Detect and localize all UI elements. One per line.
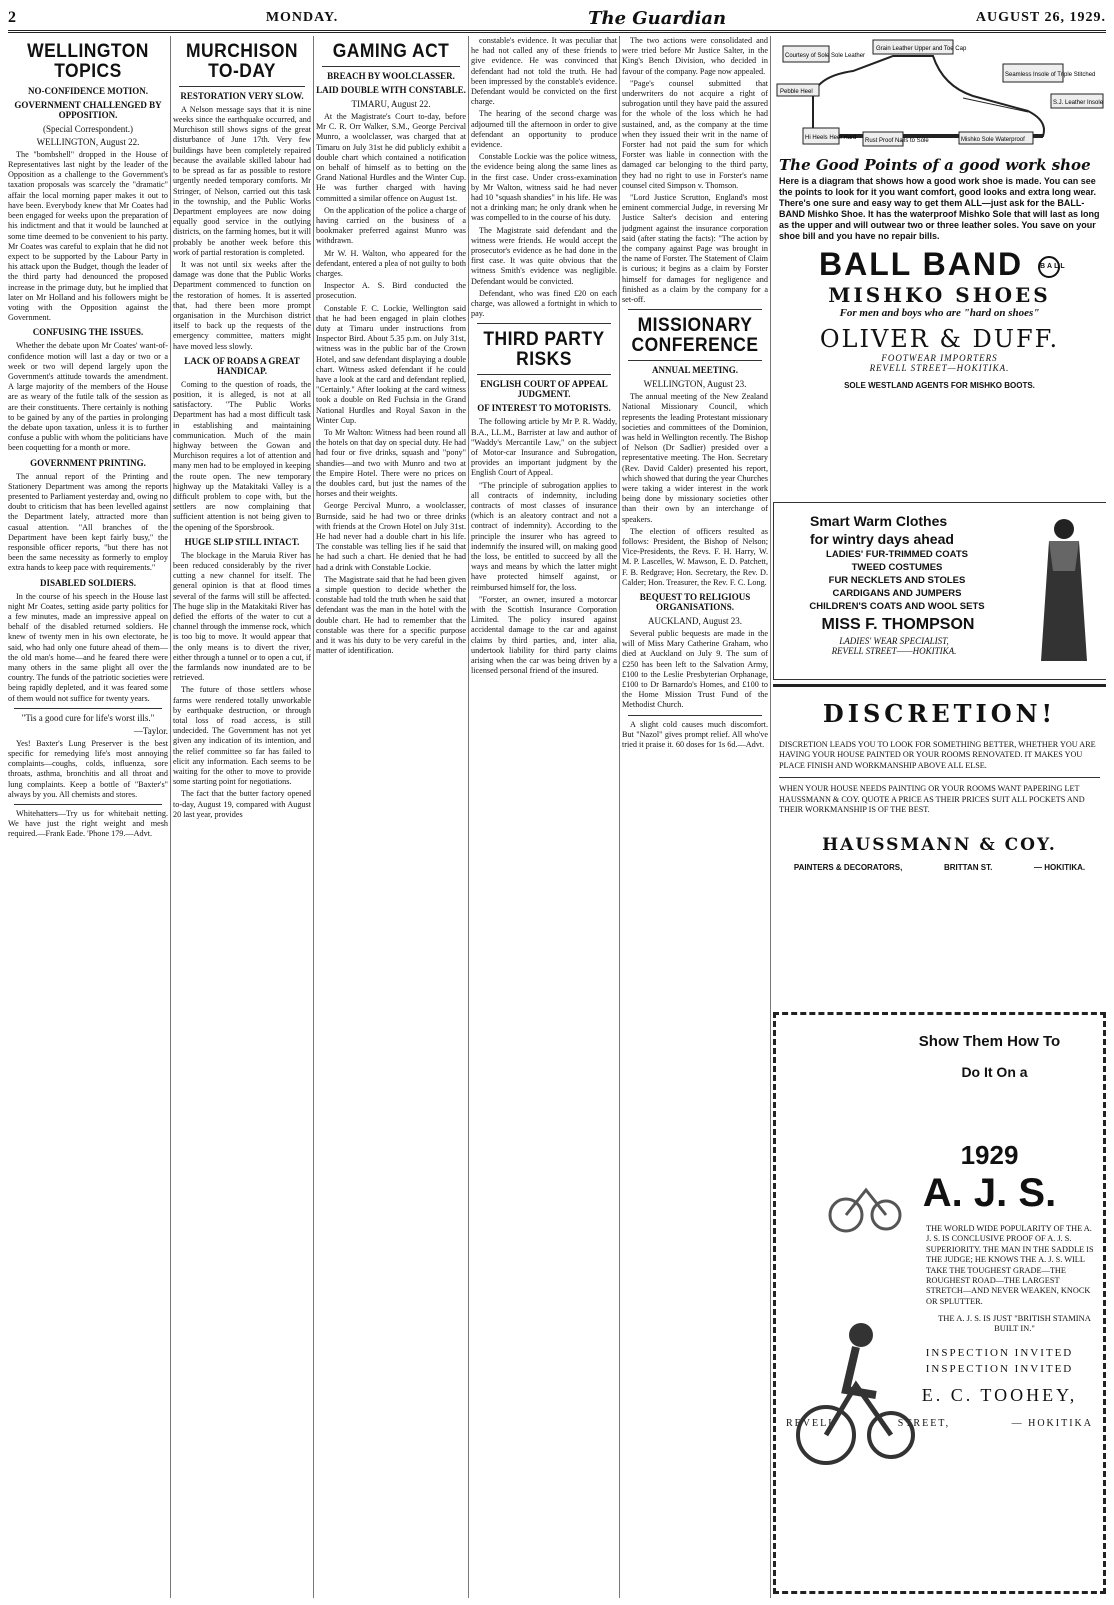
ad-headline: Show Them How To bbox=[918, 1033, 1061, 1050]
paragraph: Coming to the question of roads, the position, it is alleged, is not at all satisfactory. "The Public Works Department has had a most difficult task in establishing and maintaining communication. Much of the main highway between the Gowan and Murchison requires a lot of attention and many men had to be employed in keeping the route open. The new temporary highway up the Matakitaki Valley is a difficult problem to cope with, but the settlers are now complaining that sufficient attention is not being given to the opening of the Sporsbrook. bbox=[173, 379, 311, 532]
subheading: HUGE SLIP STILL INTACT. bbox=[184, 536, 300, 547]
advert-paragraph: Yes! Baxter's Lung Preserver is the best specific for remedying life's most annoying complaints—coughs, colds, influenza, sore throats, asthma, bronchitis and all throat and lung complaints. Keep a bottle of "Baxter's" always by you. All chemists and stores. bbox=[8, 738, 168, 799]
firm-trade: PAINTERS & DECORATORS, bbox=[793, 863, 903, 873]
paragraph: To Mr Walton: Witness had been round all the hotels on that day on special duty. He had had four or five drinks, squash and "pony" shandies—and two with Munro and two at the Empire Hotel. There were no prices on the doubles card, but just the names of the horses and their weights. bbox=[316, 428, 466, 499]
subheading: BEQUEST TO RELIGIOUS ORGANISATIONS. bbox=[639, 592, 751, 613]
paragraph: The following article by Mr P. R. Waddy, B.A., LL.M., Barrister at law and author of "Waddy's Mercantile Law," on the subject of Motor-car Insurance and Subrogation, provides an important judgment by the English Court of Appeal. bbox=[471, 417, 617, 478]
dateline: WELLINGTON, August 22. bbox=[36, 136, 140, 147]
firm-town: — HOKITIKA. bbox=[1034, 863, 1086, 873]
paper-name: The Guardian bbox=[588, 7, 727, 29]
firm-details bbox=[773, 863, 1106, 872]
dateline: TIMARU, August 22. bbox=[351, 98, 431, 109]
divider bbox=[779, 777, 1100, 778]
ad-line: TWEED COSTUMES bbox=[851, 562, 943, 573]
tagline: For men and boys who are "hard on shoes" bbox=[839, 307, 1040, 319]
column-third-party bbox=[471, 36, 617, 1598]
divider bbox=[628, 309, 762, 310]
divider bbox=[14, 708, 162, 709]
article-title: MISSIONARY CONFERENCE bbox=[631, 315, 759, 357]
article-title: GAMING ACT bbox=[332, 41, 450, 62]
paragraph: The "bombshell" dropped in the House of Representatives last night by the leader of the Opposition as a challenge to the Government's taxation proposals was scarcely the "dramatic" affair the local morning paper makes it out to have been. Everybody knew that Mr Coates had been engaged for weeks upon the preparation of his indictment and that it would be launched at some time deemed to be convenient to his party. Mr Coates was careful to explain that he did not expect to be supported by the Labour Party in his attack upon the Budget, though the leader of the third party had denounced the proposed increase in the primage duty, but he implied that later on Mr Holland and his followers might be voting with the Opposition against the Government. bbox=[8, 149, 168, 323]
column-rule bbox=[313, 36, 314, 1598]
subheading: BREACH BY WOOLCLASSER. bbox=[327, 70, 455, 81]
paragraph: Whether the debate upon Mr Coates' want-of-confidence motion will last a day or two or a week or two will depend largely upon the Government's attitude towards the amendment. A large majority of the members of the House are as weary of the futile talk of the session as are their constituents. There certainly is nothing to be gained by any of the parties in prolonging the debate upon taxation, unless it is to further confuse a public with whom the politicians have been coquetting for a month or more. bbox=[8, 341, 168, 453]
paragraph: The annual report of the Printing and Stationery Department was among the reports presented to Parliament yesterday and, owing no doubt to criticism that has been levelled against the Department lately, attracted more than casual attention. "All branches of the Department have been kept fairly busy," the responsible officer reports, "but there has not been the same necessity as formerly to employ extra hands to keep pace with requirements." bbox=[8, 471, 168, 573]
ad-line: LADIES' FUR-TRIMMED COATS bbox=[826, 549, 968, 560]
paragraph: The annual meeting of the New Zealand National Missionary Council, which represents the leading Protestant missionary societies and committees of the Dominion, was held in Wellington recently. The Bishop of Nelson (Dr Sadlier) presided over a representative meeting. The Hon. Secretary (Rev. David Calder) presented his report, which showed that during the year Churches were taking a wider interest in the work being done by missionary societies other than their own by an interchange of speakers. bbox=[622, 392, 768, 524]
paragraph: The fact that the butter factory opened to-day, August 19, compared with August 20 last year, provides bbox=[173, 789, 311, 819]
address-part: — HOKITIKA bbox=[1011, 1418, 1093, 1430]
ad-headline: Do It On a bbox=[961, 1064, 1028, 1080]
paragraph: The two actions were consolidated and were tried before Mr Justice Salter, in the King's Bench Division, who decided in favour of the company. Page now appealed. bbox=[622, 36, 768, 76]
inspection-line: INSPECTION INVITED bbox=[925, 1347, 1074, 1360]
divider bbox=[628, 715, 762, 716]
quote-author: —Taylor. bbox=[133, 725, 168, 736]
haussmann-advert bbox=[773, 684, 1106, 1005]
paragraph: At the Magistrate's Court to-day, before Mr C. R. Orr Walker, S.M., George Percival Munro, a woolclasser, was charged that at Timaru on July 31st he did publicly exhibit a double chart which contained a notification on behalf of himself as to betting on the Grand National Hurdles and the Winter Cup. He was further charged with having committed a similar offence on August 1st. bbox=[316, 111, 466, 203]
ad-line: FUR NECKLETS AND STOLES bbox=[828, 575, 966, 586]
ad-headline: DISCRETION! bbox=[822, 699, 1057, 728]
ad-headline: The Good Points of a good work shoe bbox=[779, 156, 1091, 174]
paragraph: The hearing of the second charge was adjourned till the afternoon in order to give defendant an opportunity to produce evidence. bbox=[471, 109, 617, 150]
dealer-name: E. C. TOOHEY, bbox=[921, 1385, 1078, 1406]
inspection-line: INSPECTION INVITED bbox=[925, 1363, 1074, 1376]
quote: "Tis a good cure for life's worst ills." bbox=[21, 712, 155, 723]
shoe-label: Pebble Heel bbox=[780, 89, 813, 95]
shoe-label: S.J. Leather Insole bbox=[1053, 100, 1104, 106]
shoe-label: Grain Leather Upper and Toe Cap bbox=[876, 46, 967, 52]
address-part: STREET, bbox=[897, 1418, 951, 1430]
article-title: WELLINGTON TOPICS bbox=[27, 41, 149, 82]
dateline: WELLINGTON, August 23. bbox=[643, 379, 747, 390]
shoe-label: Mishko Sole Waterproof bbox=[961, 137, 1025, 143]
ad-text: THE WORLD WIDE POPULARITY OF THE A. J. S. IS CONCLUSIVE PROOF OF A. J. S. SUPERIORITY. THE MAN IN THE SADDLE IS THE JUDGE; HE KNOWS THE A. J. S. WILL TAKE THE TOUGHEST GRADE—THE ROUGHEST ROAD—THE LARGEST STRETCH—AND NEVER WEAKEN, KNOCK OR SPLUTTER. bbox=[926, 1224, 1094, 1306]
shoe-label: Seamless Insole of Triple Stitched bbox=[1005, 72, 1096, 78]
subheading: NO-CONFIDENCE MOTION. bbox=[27, 85, 148, 96]
motorcyclist-icon bbox=[786, 1135, 916, 1495]
firm-name: HAUSSMANN & COY. bbox=[822, 835, 1057, 856]
column-rule bbox=[170, 36, 171, 1598]
masthead-date: AUGUST 26, 1929. bbox=[975, 10, 1106, 25]
shoe-label: Hi Heels Heel Hard bbox=[805, 135, 857, 141]
divider bbox=[14, 804, 162, 805]
ad-text: WHEN YOUR HOUSE NEEDS PAINTING OR YOUR ROOMS WANT PAPERING LET HAUSSMANN & COY. QUOTE A PRICE AS THEIR PRICES SUIT ALL POCKETS AND THEIR WORKMANSHIP IS OF THE BEST. bbox=[779, 784, 1085, 815]
advert-paragraph: Whitehatters—Try us for whitebait netting. We have just the right weight and mesh required.—Frank Eade. 'Phone 179.—Advt. bbox=[8, 809, 168, 839]
subheading: CONFUSING THE ISSUES. bbox=[32, 327, 144, 338]
paragraph: "The principle of subrogation applies to all contracts of indemnity, including contracts of most classes of insurance (which is an aleatory contract and not a contract of indemnity). According to the principle the insurer who has agreed to indemnify the insured will, on making good the loss, be entitled to succeed by all the ways and means by which the latter might have protected himself against, or reimbursed himself for, the loss. bbox=[471, 480, 617, 592]
subheading: ENGLISH COURT OF APPEAL JUDGMENT. bbox=[480, 379, 608, 400]
shop-name: MISS F. THOMPSON bbox=[821, 616, 975, 633]
subheading: OF INTEREST TO MOTORISTS. bbox=[477, 403, 611, 414]
thompson-advert bbox=[773, 502, 1106, 680]
firm-trade: FOOTWEAR IMPORTERS bbox=[881, 353, 998, 363]
ad-line: CHILDREN'S COATS AND WOOL SETS bbox=[809, 601, 985, 612]
paragraph: Defendant, who was fined £20 on each charge, was allowed a fortnight in which to pay. bbox=[471, 288, 617, 319]
paragraph: Several public bequests are made in the will of Miss Mary Catherine Graham, who died at Auckland on July 9. The sum of £250 has been left to the Salvation Army, £100 to the Leslie Presbyterian Orphanage, £100 to Dr Barnardo's Homes, and £100 to the Home Mission Trust Fund of the Methodist Church. bbox=[622, 629, 768, 710]
firm-address: REVELL STREET—HOKITIKA. bbox=[869, 363, 1010, 373]
ballband-advert bbox=[773, 36, 1106, 390]
paragraph: "Lord Justice Scrutton, England's most eminent commercial Judge, in reversing Mr Justice Salter's decision and entering judgment against the insurance corporation said (after stating the facts): "The action by the company against Page was brought in the name of Forster. The Statement of Claim is curious; it begins as a claim by Forster himself for damages for negligence and finished as a claim by the company for a set-off. bbox=[622, 193, 768, 305]
article-title: THIRD PARTY RISKS bbox=[483, 329, 605, 371]
model-year: 1929 bbox=[960, 1140, 1019, 1170]
divider bbox=[477, 374, 611, 375]
paragraph: George Percival Munro, a woolclasser, Burnside, said he had two or three drinks with friends at the Crown Hotel on July 31st. He had never had a double chart in his life. The constable was telling lies if he said that he had such a chart. He denied that he had had a drink with Constable Lockie. bbox=[316, 501, 466, 572]
ad-headline: for wintry days ahead bbox=[810, 531, 954, 547]
paragraph: On the application of the police a charge of having carried on the business of a bookmaker preferred against Munro was withdrawn. bbox=[316, 205, 466, 246]
shoe-label: Courtesy of Sole Sole Leather bbox=[785, 53, 866, 59]
column-murchison bbox=[173, 36, 311, 1598]
paragraph: In the course of his speech in the House last night Mr Coates, setting aside party politics for a few minutes, made an impressive appeal on behalf of the disabled returned soldiers. He knew of twenty men in his own electorate, he said, who had only one future ahead of them—the old man's home—and he feared there were many others in the same plight all over the country. The funds of the patriotic societies were being rapidly depleted, and it was feared some of them would not suffice for twenty years. bbox=[8, 591, 168, 703]
column-rule bbox=[770, 36, 771, 1598]
column-rule bbox=[619, 36, 620, 1598]
divider bbox=[628, 360, 762, 361]
paragraph: The Magistrate said that he had been given a simple question to decide whether the constable had told the truth when he said that defendant was the man in the hotel with the double chart. He had to remember that the constable was there for a specific purpose and it was his duty to be very careful in the matter of identification. bbox=[316, 574, 466, 656]
subheading: GOVERNMENT CHALLENGED BY OPPOSITION. bbox=[14, 99, 162, 120]
paragraph: The blockage in the Maruia River has been reduced considerably by the river cutting a new channel for itself. The general opinion is that at flood times several of the farms will still be affected. The huge slip in the Matakitaki River has defied the efforts of the water to cut a channel through the immense rock, which is too big to move. It would appear that the only means is to divert the river, either through a tunnel or to open a cut, if the farmlands now inundated are to be retrieved. bbox=[173, 550, 311, 683]
shoe-diagram bbox=[773, 36, 1106, 148]
address-part: REVELL bbox=[786, 1418, 837, 1430]
shop-role: LADIES' WEAR SPECIALIST, bbox=[839, 636, 949, 646]
firm-street: BRITTAN ST. bbox=[944, 863, 993, 873]
make-name: A. J. S. bbox=[922, 1171, 1057, 1215]
ad-headline: Smart Warm Clothes bbox=[810, 513, 948, 529]
paragraph: Constable F. C. Lockie, Wellington said that he had been engaged in plain clothes duty at Timaru under instructions from Inspector Bird. About 5.35 p.m. on July 31st, witness was in the public bar of the Crown Hotel, and saw defendant displaying a double chart. Witness asked defendant if he could have a look at the card and defendant replied, "Certainly." After looking at the card witness took a double on Red Fuchsia in the Grand National Hurdles and Royal Saxon in the Winter Cup. bbox=[316, 303, 466, 425]
ballband-brand bbox=[773, 246, 1106, 283]
paragraph: It was not until six weeks after the damage was done that the Public Works Department commenced to function on the restoration of homes. It is asserted that, had there been more prompt organisation in the Murchison district itself to back up the requests of the emergency committee, matters might have moved less slowly. bbox=[173, 259, 311, 351]
byline: (Special Correspondent.) bbox=[43, 123, 133, 134]
paragraph: The Magistrate said defendant and the witness were friends. He would accept the prosecutor's evidence as he had done in the first case. It was quite obvious that the witness Smith's evidence was negligible. Defendant would be convicted. bbox=[471, 225, 617, 286]
paragraph: Mr W. H. Walton, who appeared for the defendant, entered a plea of not guilty to both charges. bbox=[316, 248, 466, 278]
product-name: MISHKO SHOES bbox=[828, 283, 1051, 307]
paragraph: constable's evidence. It was peculiar that he had not called any of these friends to give evidence. He was convinced that defendant had not told the truth. He had been impressed by the constable's evidence. Defendant would be convicted on the first charge. bbox=[471, 36, 617, 107]
subheading: LACK OF ROADS A GREAT HANDICAP. bbox=[184, 355, 300, 376]
subheading: LAID DOUBLE WITH CONSTABLE. bbox=[316, 84, 466, 95]
paragraph: Inspector A. S. Bird conducted the prosecution. bbox=[316, 281, 466, 301]
paragraph: Constable Lockie was the police witness, the evidence being along the same lines as in the first case. Under cross-examination by Mr Walton, witness said he had never had 10 "squash shandies" in his life. He was not a drinking man; he only drank when he was compelled to in the course of his duty. bbox=[471, 152, 617, 223]
paragraph: The election of officers resulted as follows: President, the Bishop of Nelson; Vice-Presidents, the Revs. F. H. Harry, W. M. P. Lascelles, W. Mawson, E. D. Patchett, F. B. Redgrave; Hon. Secretary, the Rev. D. Calder; Hon. Treasurer, the Rev. F. C. Long. bbox=[622, 526, 768, 587]
ajs-advert bbox=[773, 1012, 1106, 1594]
adverts-column bbox=[773, 36, 1106, 1598]
ad-text: Here is a diagram that shows how a good work shoe is made. You can see the points to look for it you want comfort, good looks and extra long wear. There's one sure and easy way to get them ALL—just ask for the BALL-BAND Mishko Shoe. It has the waterproof Mishko Sole that will last as long as the upper and will outwear two or three leather soles. You save on your shoe bill and you have no repair bills. bbox=[779, 176, 1100, 241]
masthead bbox=[8, 6, 1106, 33]
subheading: ANNUAL MEETING. bbox=[651, 365, 738, 376]
ad-tagline: THE A. J. S. IS JUST "BRITISH STAMINA BUILT IN." bbox=[938, 1313, 1091, 1334]
brand-logo: BALL BAND bbox=[819, 246, 1024, 282]
subheading: DISABLED SOLDIERS. bbox=[39, 577, 137, 588]
article-title: MURCHISON TO-DAY bbox=[186, 41, 298, 82]
column-rule bbox=[468, 36, 469, 1598]
ball-badge: BALL bbox=[1038, 256, 1060, 278]
paragraph: "Page's counsel submitted that underwriters do not acquire a right of subrogation until they have paid the assured for the whole of the loss which he had sustained, and, as the company at the time when they issued their writ in the name of Forster had not paid the sum for which Forster was liable in connection with the damaged car belonging to the third party, they had no right to use in Forster's name counsel cited Simpson v. Thomson. bbox=[622, 78, 768, 190]
column-wellington-topics bbox=[8, 36, 168, 1598]
divider bbox=[322, 66, 460, 67]
fashion-figure-icon bbox=[1029, 511, 1099, 671]
firm-name: OLIVER & DUFF. bbox=[819, 325, 1060, 353]
subheading: GOVERNMENT PRINTING. bbox=[30, 457, 146, 468]
agents-line: SOLE WESTLAND AGENTS FOR MISHKO BOOTS. bbox=[844, 381, 1035, 390]
paragraph: "Forster, an owner, insured a motorcar with the Scottish Insurance Corporation Limited. The policy insured against accidental damage to the car and against claims by third parties, and, inter alia, undertook liability for third party claims arising when the car was being driven by a licensed personal friend of the insured. bbox=[471, 594, 617, 676]
divider bbox=[477, 323, 611, 324]
masthead-day: MONDAY. bbox=[265, 10, 339, 25]
shoe-label: Rust Proof Nails to Sole bbox=[865, 138, 929, 144]
shop-address: REVELL STREET——HOKITIKA. bbox=[831, 646, 957, 656]
paragraph: A Nelson message says that it is nine weeks since the earthquake occurred, and Murchison still shows signs of the great disturbance of June 17th. Very few buildings have been completely repaired because the available skilled labour had to be spread as far as possible to restore urgently needed temporary comforts. Mr Stringer, of Nelson, carried out this task in the township, and the Public Works Department employees are now doing equally good service in the outlying districts, on the farming homes, but it will probably be another week before this work of partial restoration is completed. bbox=[173, 104, 311, 257]
dateline: AUCKLAND, August 23. bbox=[647, 616, 742, 627]
advert-paragraph: A slight cold causes much discomfort. But "Nazol" gives prompt relief. All who've tried it praise it. 60 doses for 1s 6d.—Advt. bbox=[622, 719, 768, 750]
column-gaming-act bbox=[316, 36, 466, 1598]
page-number: 2 bbox=[8, 9, 16, 26]
column-missionary bbox=[622, 36, 768, 1598]
paragraph: The future of those settlers whose farms were rendered totally unworkable by earthquake destruction, or through total loss of road access, is still undecided. The Government has not yet given any indication of its intention, and the relief committee so far has failed to elicit any information. Each seems to be waiting for the other to move to provide some starting point for negotiations. bbox=[173, 685, 311, 787]
subheading: RESTORATION VERY SLOW. bbox=[180, 90, 304, 101]
divider bbox=[179, 86, 305, 87]
ad-text: DISCRETION LEADS YOU TO LOOK FOR SOMETHING BETTER, WHETHER YOU ARE HAVING YOUR HOUSE PAINTED OR YOUR ROOMS RENOVATED. IT MAKES YOU PLACE FINISH AND WORKMANSHIP ABOVE ALL ELSE. bbox=[779, 740, 1096, 770]
ad-line: CARDIGANS AND JUMPERS bbox=[832, 588, 962, 599]
